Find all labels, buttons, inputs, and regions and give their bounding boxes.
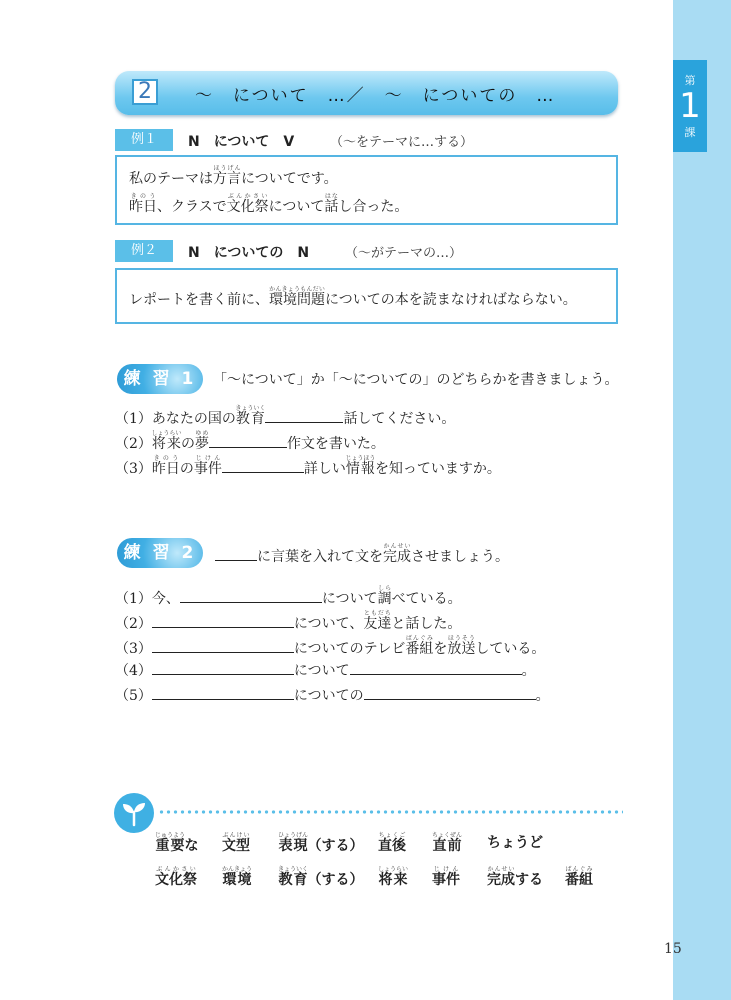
- answer-blank[interactable]: [265, 408, 343, 423]
- vocabulary-word: 完成かんせいする: [487, 866, 543, 888]
- answer-blank[interactable]: [152, 660, 294, 675]
- example-2-sentence-1: レポートを書く前に、環境問題かんきょうもんだいについての本を読まなければならない。: [129, 286, 577, 308]
- vocabulary-word: 事件じけん: [432, 866, 460, 888]
- example-2-label: 例２: [115, 240, 173, 262]
- answer-blank[interactable]: [209, 433, 287, 448]
- answer-blank[interactable]: [222, 458, 304, 473]
- section-title: ～ について …／ ～ についての …: [195, 86, 556, 106]
- practice-1-instruction: 「～について」か「～についての」のどちらかを書きましょう。: [213, 372, 619, 388]
- vocabulary-word: 文化祭ぶんかさい: [155, 866, 197, 888]
- example-1-sentence-2: 昨日きのう、クラスで文化祭ぶんかさいについて話はなし合った。: [129, 193, 409, 215]
- practice-2-badge: 練 習 2: [117, 538, 203, 568]
- answer-blank[interactable]: [180, 588, 322, 603]
- practice-2-item-1: （1）今、 について調しらべている。: [115, 585, 462, 607]
- vocabulary-word: 教育きょういく（する）: [278, 866, 364, 888]
- chapter-number: 1: [679, 86, 701, 126]
- example-1-meaning: （～をテーマに…する）: [330, 135, 474, 150]
- practice-1-item-3: （3）昨日きのうの事件じけん詳しい情報じょうほうを知っていますか。: [115, 455, 501, 477]
- instruction-blank: [215, 546, 257, 561]
- practice-2-item-3: （3） についてのテレビ番組ばんぐみを放送ほうそうしている。: [115, 635, 546, 657]
- example-2-pattern: N についての N: [188, 245, 310, 261]
- example-1-label: 例１: [115, 129, 173, 151]
- practice-2-item-5: （5） についての 。: [115, 685, 550, 705]
- dotted-divider: [158, 810, 623, 814]
- chapter-top: 第: [684, 74, 696, 87]
- practice-1-item-1: （1）あなたの国の教育きょういく話してください。: [115, 405, 456, 427]
- section-banner: [115, 71, 618, 115]
- page-number: 15: [664, 941, 682, 957]
- example-2-box: [115, 268, 618, 324]
- vocabulary-word: 直後ちょくご: [378, 832, 406, 854]
- answer-blank[interactable]: [350, 660, 522, 675]
- chapter-bottom: 課: [684, 126, 696, 139]
- vocabulary-word: 将来しょうらい: [378, 866, 409, 888]
- sprout-icon: [113, 792, 155, 834]
- chapter-label: [673, 60, 707, 152]
- practice-1-badge: 練 習 1: [117, 364, 203, 394]
- answer-blank[interactable]: [152, 685, 294, 700]
- example-1-sentence-1: 私のテーマは方言ほうげんについてです。: [129, 165, 338, 187]
- practice-1-item-2: （2）将来しょうらいの夢ゆめ作文を書いた。: [115, 430, 385, 452]
- answer-blank[interactable]: [152, 613, 294, 628]
- vocabulary-word: 環境かんきょう: [222, 866, 253, 888]
- vocabulary-word: ちょうど: [487, 835, 543, 851]
- section-number: 2: [132, 79, 158, 105]
- answer-blank[interactable]: [364, 685, 536, 700]
- answer-blank[interactable]: [152, 638, 294, 653]
- vocabulary-word: 番組ばんぐみ: [565, 866, 593, 888]
- practice-2-item-4: （4） について 。: [115, 660, 536, 680]
- vocabulary-word: 文型ぶんけい: [222, 832, 250, 854]
- practice-2-instruction: に言葉を入れて文を完成かんせいさせましょう。: [215, 543, 509, 566]
- example-1-pattern: N について V: [188, 134, 295, 150]
- practice-2-item-2: （2） について、友達ともだちと話した。: [115, 610, 462, 632]
- vocabulary-word: 表現ひょうげん（する）: [278, 832, 364, 854]
- vocabulary-word: 重要じゅうような: [155, 832, 199, 854]
- vocabulary-word: 直前ちょくぜん: [432, 832, 463, 854]
- example-1-box: [115, 155, 618, 225]
- example-2-meaning: （～がテーマの…）: [345, 246, 463, 261]
